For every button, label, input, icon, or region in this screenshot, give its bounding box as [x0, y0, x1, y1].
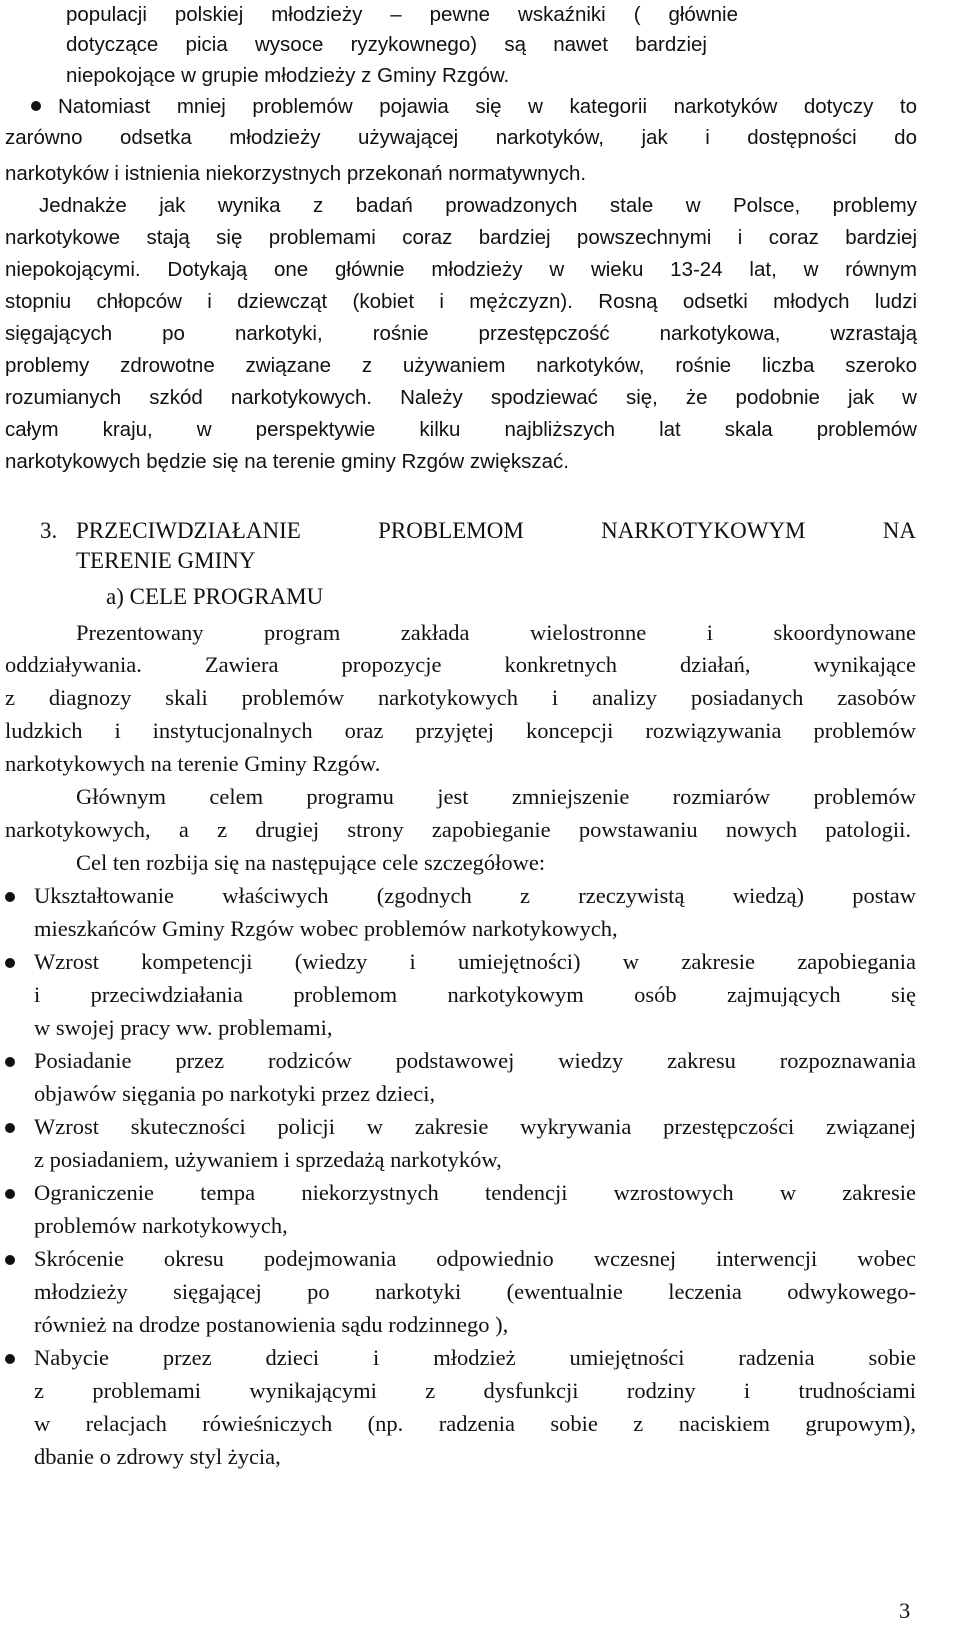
list-item-line: i przeciwdziałania problemom narkotykowym osób zajmujących się	[34, 982, 916, 1007]
section-number: 3.	[40, 518, 58, 543]
paragraph-line: z diagnozy skali problemów narkotykowych i analizy posiadanych zasobów	[5, 685, 916, 710]
list-item-line: Ukształtowanie właściwych (zgodnych z rzeczywistą wiedzą) postaw	[34, 883, 916, 908]
list-item-line: w swojej pracy ww. problemami,	[34, 1015, 333, 1040]
bullet-icon	[31, 101, 41, 111]
subsection-title: a) CELE PROGRAMU	[106, 584, 324, 609]
paragraph-line: niepokojące w grupie młodzieży z Gminy Rzgów.	[66, 64, 510, 87]
bullet-icon	[5, 1057, 15, 1067]
paragraph-line: narkotykowe stają się problemami coraz bardziej powszechnymi i coraz bardziej	[5, 226, 917, 249]
list-item-line: Ograniczenie tempa niekorzystnych tendencji wzrostowych w zakresie	[34, 1180, 916, 1205]
paragraph-line: stopniu chłopców i dziewcząt (kobiet i mężczyzn). Rosną odsetki młodych ludzi	[5, 290, 917, 313]
paragraph-line: Cel ten rozbija się na następujące cele szczegółowe:	[76, 850, 546, 875]
paragraph-line: całym kraju, w perspektywie kilku najbliższych lat skala problemów	[5, 418, 917, 441]
list-item-line: z problemami wynikającymi z dysfunkcji rodziny i trudnościami	[34, 1378, 916, 1403]
list-item-line: problemów narkotykowych,	[34, 1213, 288, 1238]
list-item-line: objawów sięgania po narkotyki przez dzieci,	[34, 1081, 436, 1106]
paragraph-line: narkotyków i istnienia niekorzystnych przekonań normatywnych.	[5, 162, 587, 185]
section-title: TERENIE GMINY	[76, 548, 256, 573]
section-title: PRZECIWDZIAŁANIE PROBLEMOM NARKOTYKOWYM NA	[76, 518, 916, 543]
list-item-line: mieszkańców Gminy Rzgów wobec problemów narkotykowych,	[34, 916, 618, 941]
bullet-icon	[5, 958, 15, 968]
page-number: 3	[899, 1598, 911, 1623]
paragraph-line: Natomiast mniej problemów pojawia się w kategorii narkotyków dotyczy to	[58, 95, 917, 118]
paragraph-line: niepokojącymi. Dotykają one głównie młodzieży w wieku 13-24 lat, w równym	[5, 258, 917, 281]
paragraph-line: oddziaływania. Zawiera propozycje konkretnych działań, wynikające	[5, 652, 916, 677]
bullet-icon	[5, 1255, 15, 1265]
list-item-line: z posiadaniem, używaniem i sprzedażą narkotyków,	[34, 1147, 502, 1172]
list-item-line: Wzrost kompetencji (wiedzy i umiejętności) w zakresie zapobiegania	[34, 949, 916, 974]
list-item-line: Skrócenie okresu podejmowania odpowiednio wczesnej interwencji wobec	[34, 1246, 916, 1271]
list-item-line: Wzrost skuteczności policji w zakresie wykrywania przestępczości związanej	[34, 1114, 916, 1139]
paragraph-line: narkotykowych będzie się na terenie gminy Rzgów zwiększać.	[5, 450, 570, 473]
paragraph-line: sięgających po narkotyki, rośnie przestępczość narkotykowa, wzrastają	[5, 322, 917, 345]
list-item-line: dbanie o zdrowy styl życia,	[34, 1444, 281, 1469]
list-item-line: w relacjach rówieśniczych (np. radzenia sobie z naciskiem grupowym),	[34, 1411, 916, 1436]
paragraph-line: problemy zdrowotne związane z używaniem narkotyków, rośnie liczba szeroko	[5, 354, 917, 377]
bullet-icon	[5, 892, 15, 902]
bullet-icon	[5, 1354, 15, 1364]
paragraph-line: Jednakże jak wynika z badań prowadzonych stale w Polsce, problemy	[39, 194, 917, 217]
paragraph-line: populacji polskiej młodzieży – pewne wskaźniki ( głównie	[66, 3, 738, 26]
paragraph-line: dotyczące picia wysoce ryzykownego) są nawet bardziej	[66, 33, 707, 56]
list-item-line: również na drodze postanowienia sądu rodzinnego ),	[34, 1312, 509, 1337]
paragraph-line: Prezentowany program zakłada wielostronne i skoordynowane	[76, 620, 916, 645]
paragraph-line: Głównym celem programu jest zmniejszenie rozmiarów problemów	[76, 784, 916, 809]
paragraph-line: narkotykowych na terenie Gminy Rzgów.	[5, 751, 381, 776]
list-item-line: Nabycie przez dzieci i młodzież umiejętności radzenia sobie	[34, 1345, 916, 1370]
list-item-line: młodzieży sięgającej po narkotyki (ewentualnie leczenia odwykowego-	[34, 1279, 916, 1304]
list-item-line: Posiadanie przez rodziców podstawowej wiedzy zakresu rozpoznawania	[34, 1048, 916, 1073]
bullet-icon	[5, 1189, 15, 1199]
paragraph-line: narkotykowych, a z drugiej strony zapobieganie powstawaniu nowych patologii.	[5, 817, 911, 842]
paragraph-line: rozumianych szkód narkotykowych. Należy spodziewać się, że podobnie jak w	[5, 386, 917, 409]
paragraph-line: zarówno odsetka młodzieży używającej narkotyków, jak i dostępności do	[5, 126, 917, 149]
paragraph-line: ludzkich i instytucjonalnych oraz przyjętej koncepcji rozwiązywania problemów	[5, 718, 916, 743]
bullet-icon	[5, 1123, 15, 1133]
